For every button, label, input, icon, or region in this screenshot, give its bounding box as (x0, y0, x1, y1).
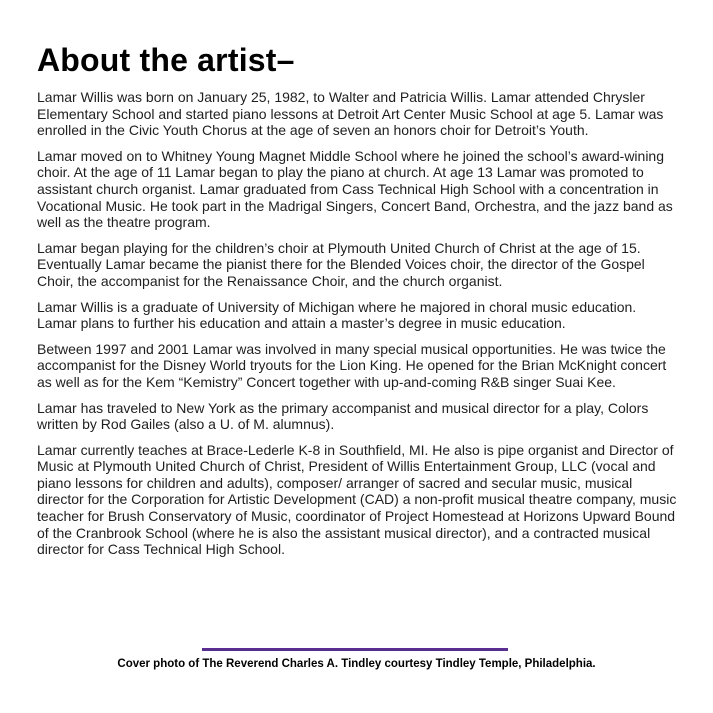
bio-paragraph-7: Lamar currently teaches at Brace-Lederle K-8 in Southfield, MI. He also is pipe organist and Director of Music at Plymouth United Church of Christ, President of Willis Entertainment Group, LLC (vocal and piano lessons for children and adults), composer/ arranger of sacred and secular music, musical director for the Corporation for Artistic Development (CAD) a non-profit musical theatre company, music teacher for Brush Conservatory of Music, coordinator of Project Homestead at Horizons Upward Bound of the Cranbrook School (where he is also the assistant musical director), and a contracted musical director for Cass Technical High School. (37, 441, 677, 558)
bio-paragraph-6: Lamar has traveled to New York as the primary accompanist and musical director for a play, Colors written by Rod Gailes (also a U. of M. alumnus). (37, 399, 649, 433)
bio-paragraph-5: Between 1997 and 2001 Lamar was involved in many special musical opportunities. He was twice the accompanist for the Disney World tryouts for the Lion King. He opened for the Brian McKnight concert as well as for the Kem “Kemistry” Concert together with up-and-coming R&B singer Suai Kee. (37, 340, 667, 390)
caption-divider (202, 648, 508, 651)
photo-caption: Cover photo of The Reverend Charles A. Tindley courtesy Tindley Temple, Philadelphia. (117, 658, 596, 670)
bio-paragraph-2: Lamar moved on to Whitney Young Magnet Middle School where he joined the school’s award-wining choir. At the age of 11 Lamar began to play the piano at church. At age 13 Lamar was promoted to assistant church organist. Lamar graduated from Cass Technical High School with a concentration in Vocational Music. He took part in the Madrigal Singers, Concert Band, Orchestra, and the jazz band as well as the theatre program. (37, 147, 673, 231)
page-title: About the artist– (37, 42, 295, 78)
about-artist-section (37, 40, 679, 567)
bio-paragraph-3: Lamar began playing for the children’s choir at Plymouth United Church of Christ at the age of 15. Eventually Lamar became the pianist there for the Blended Voices choir, the director of the Gospel Choir, the accompanist for the Renaissance Choir, and the church organist. (37, 239, 645, 289)
bio-paragraph-1: Lamar Willis was born on January 25, 1982, to Walter and Patricia Willis. Lamar attended Chrysler Elementary School and started piano lessons at Detroit Art Center Music School at age 5. Lamar was enrolled in the Civic Youth Chorus at the age of seven an honors choir for Detroit’s Youth. (37, 89, 664, 139)
bio-paragraph-4: Lamar Willis is a graduate of University of Michigan where he majored in choral music education. Lamar plans to further his education and attain a master’s degree in music education. (37, 298, 637, 332)
